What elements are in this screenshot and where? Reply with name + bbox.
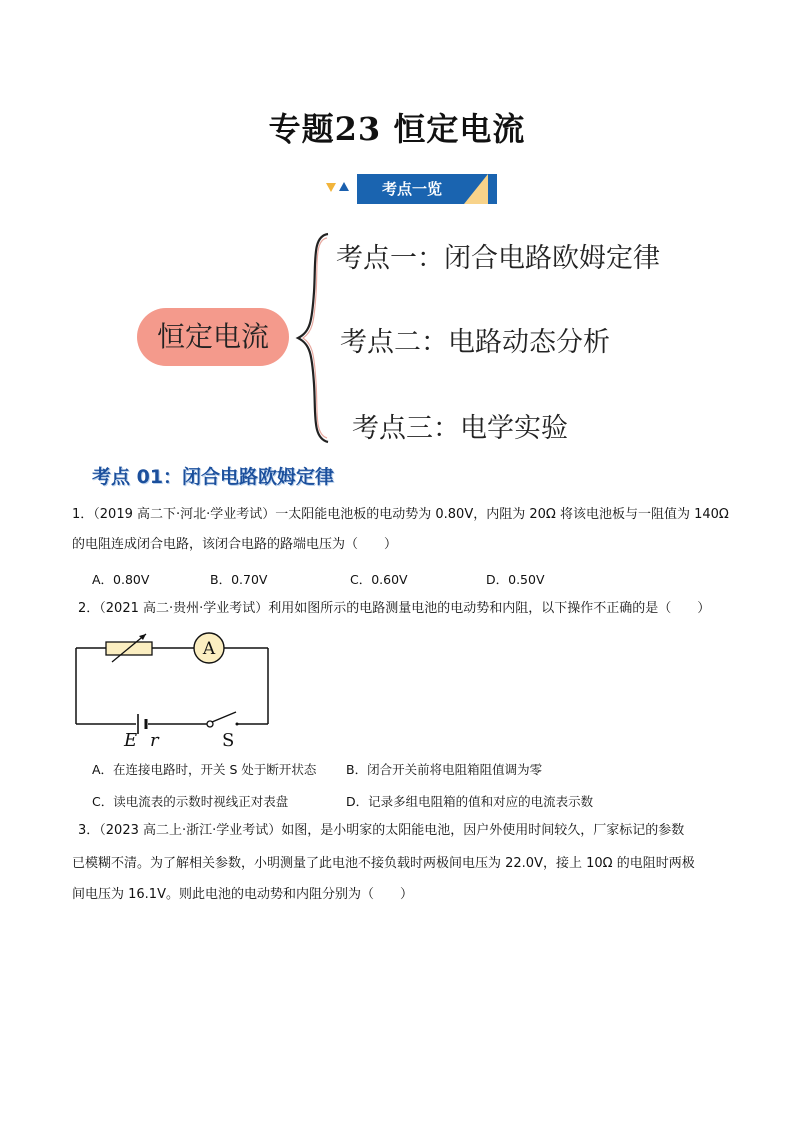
variable-resistor-icon [106, 634, 152, 662]
question-2-option-c: C．读电流表的示数时视线正对表盘 [92, 794, 289, 809]
emf-label: E [124, 730, 138, 750]
ammeter-label: A [202, 639, 216, 659]
question-1-line-2: 的电阻连成闭合电路，该闭合电路的路端电压为（ ） [72, 537, 398, 552]
page-title: 专题23 恒定电流 [268, 110, 526, 148]
section-heading: 考点 01：闭合电路欧姆定律 [92, 466, 335, 488]
mindmap-point-3: 考点三：电学实验 [352, 413, 568, 444]
mindmap-topic: 恒定电流 [137, 308, 289, 366]
topic-overview-banner [326, 172, 496, 206]
question-2-line-1: 2．（2021 高二·贵州·学业考试）利用如图所示的电路测量电池的电动势和内阻，以下操作不正确的是（ ） [78, 601, 711, 616]
question-1-option-d: D．0.50V [486, 572, 545, 587]
ammeter-icon [194, 633, 224, 663]
banner-label: 考点一览 [381, 180, 442, 198]
question-2-option-d: D．记录多组电阻箱的值和对应的电流表示数 [346, 794, 594, 809]
battery-icon [138, 714, 146, 734]
triangle-up-icon [339, 182, 349, 191]
banner-decoration [464, 174, 488, 204]
switch-icon [207, 712, 239, 727]
mindmap-point-2: 考点二：电路动态分析 [340, 327, 610, 358]
triangle-down-icon [326, 183, 336, 192]
internal-resistance-label: r [150, 730, 159, 750]
question-1-option-b: B．0.70V [210, 572, 268, 587]
question-1-option-c: C．0.60V [350, 572, 408, 587]
question-3-line-2: 已模糊不清。为了解相关参数，小明测量了此电池不接负载时两极间电压为 22.0V，接上 10Ω 的电阻时两极 [72, 856, 695, 871]
circuit-diagram [72, 628, 276, 750]
question-3-line-1: 3．（2023 高二上·浙江·学业考试）如图，是小明家的太阳能电池，因户外使用时间较久，厂家标记的参数 [78, 823, 685, 838]
question-2-option-b: B．闭合开关前将电阻箱阻值调为零 [346, 762, 543, 777]
question-3-line-3: 间电压为 16.1V。则此电池的电动势和内阻分别为（ ） [72, 887, 413, 902]
question-2-option-a: A．在连接电路时，开关 S 处于断开状态 [92, 762, 317, 777]
switch-label: S [222, 730, 235, 750]
question-1-line-1: 1．（2019 高二下·河北·学业考试）一太阳能电池板的电动势为 0.80V，内阻为 20Ω 将该电池板与一阻值为 140Ω [72, 507, 729, 522]
question-1-option-a: A．0.80V [92, 572, 150, 587]
curly-brace-icon [294, 232, 334, 444]
mindmap-point-1: 考点一：闭合电路欧姆定律 [336, 243, 660, 274]
